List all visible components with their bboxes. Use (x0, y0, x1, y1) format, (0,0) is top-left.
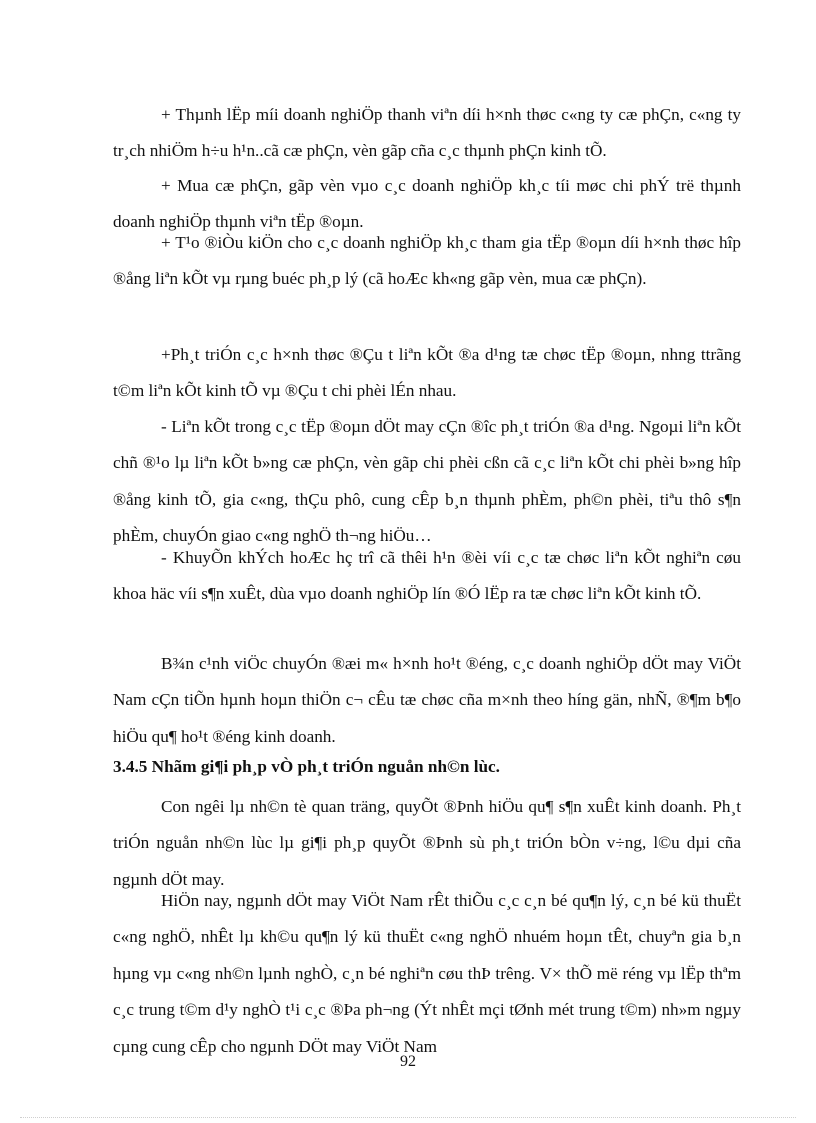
paragraph-7: B¾n c¹nh viÖc chuyÓn ®æi m« h×nh ho¹t ®éng, c¸c doanh nghiÖp dÖt may ViÖt Nam cÇn tiÕn hµnh hoµn thiÖn c¬ cÊu tæ chøc cña m×nh theo híng gän, nhÑ, ®¶m b¶o hiÖu qu¶ ho¹t ®éng kinh doanh. (113, 654, 741, 746)
paragraph-4: +Ph¸t triÓn c¸c h×nh thøc ®Çu t liªn kÕt ®a d¹ng tæ chøc tËp ®oµn, nhng ttrãng t©m liªn kÕt kinh tÕ vµ ®Çu t chi phèi lÉn nhau. (113, 345, 741, 401)
page-number: 92 (400, 1053, 416, 1070)
paragraph-9: HiÖn nay, ngµnh dÖt may ViÖt Nam rÊt thiÕu c¸c c¸n bé qu¶n lý, c¸n bé kü thuËt c«ng nghÖ, nhÊt lµ kh©u qu¶n lý kü thuËt c«ng nghÖ nhuém hoµn tÊt, chuyªn gia b¸n hµng vµ c«ng nh©n lµnh nghÒ, c¸n bé nghiªn cøu thÞ trêng. V× thÕ më réng vµ lËp thªm c¸c trung t©m d¹y nghÒ t¹i c¸c ®Þa ph¬ng (Ýt nhÊt mçi tØnh mét trung t©m) nh»m ngµy cµng cung cÊp cho ngµnh DÖt may ViÖt Nam (113, 891, 741, 1056)
paragraph-6: - KhuyÕn khÝch hoÆc hç trî cã thêi h¹n ®èi víi c¸c tæ chøc liªn kÕt nghiªn cøu khoa häc víi s¶n xuÊt, dùa vµo doanh nghiÖp lín ®Ó lËp ra tæ chøc liªn kÕt kinh tÕ. (113, 548, 741, 604)
section-heading: 3.4.5 Nhãm gi¶i ph¸p vÒ ph¸t triÓn nguån nh©n lùc. (113, 757, 500, 776)
page-border (20, 1117, 796, 1118)
paragraph-5: - Liªn kÕt trong c¸c tËp ®oµn dÖt may cÇn ®îc ph¸t triÓn ®a d¹ng. Ngoµi liªn kÕt chñ ®¹o lµ liªn kÕt b»ng cæ phÇn, vèn gãp chi phèi cßn cã c¸c liªn kÕt chi phèi b»ng hîp ®ång kinh tÕ, gia c«ng, thÇu phô, cung cÊp b¸n thµnh phÈm, ph©n phèi, tiªu thô s¶n phÈm, chuyÓn giao c«ng nghÖ th¬ng hiÖu… (113, 417, 741, 546)
paragraph-8: Con ngêi lµ nh©n tè quan träng, quyÕt ®Þnh hiÖu qu¶ s¶n xuÊt kinh doanh. Ph¸t triÓn nguån nh©n lùc lµ gi¶i ph¸p quyÕt ®Þnh sù ph¸t triÓn bÒn v÷ng, l©u dµi cña ngµnh dÖt may. (113, 797, 741, 889)
paragraph-1: + Thµnh lËp míi doanh nghiÖp thanh viªn díi h×nh thøc c«ng ty cæ phÇn, c«ng ty tr¸ch nhiÖm h÷u h¹n..cã cæ phÇn, vèn gãp cña c¸c thµnh phÇn kinh tÕ. (113, 105, 741, 161)
paragraph-3: + T¹o ®iÒu kiÖn cho c¸c doanh nghiÖp kh¸c tham gia tËp ®oµn díi h×nh thøc hîp ®ång liªn kÕt vµ rµng buéc ph¸p lý (cã hoÆc kh«ng gãp vèn, mua cæ phÇn). (113, 233, 741, 289)
paragraph-2: + Mua cæ phÇn, gãp vèn vµo c¸c doanh nghiÖp kh¸c tíi møc chi phÝ trë thµnh doanh nghiÖp thµnh viªn tËp ®oµn. (113, 176, 741, 232)
